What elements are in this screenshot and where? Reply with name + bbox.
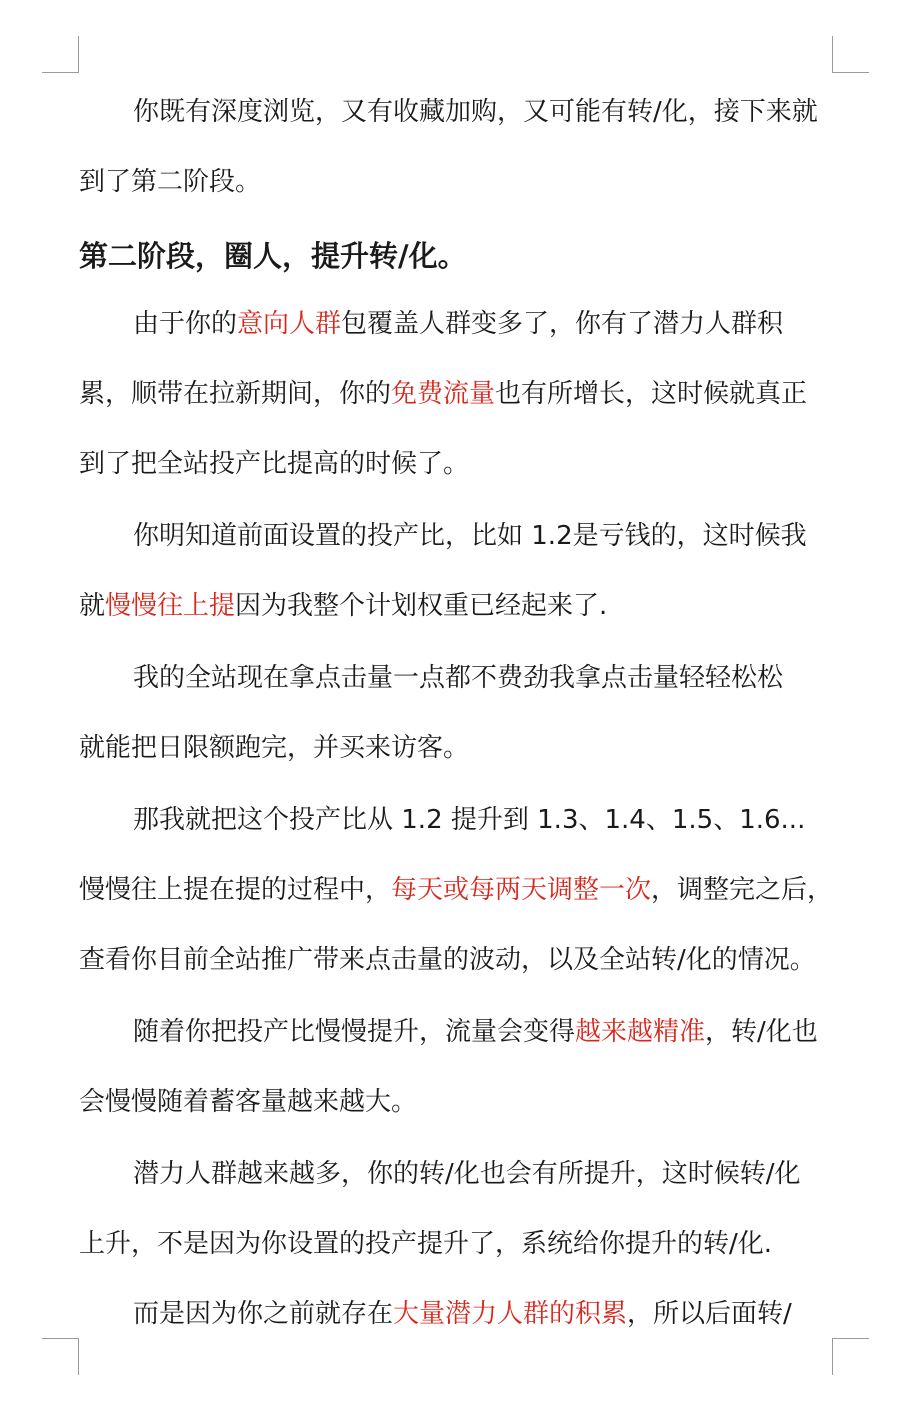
paragraph-4-line-2 bbox=[79, 730, 469, 766]
text-span: 查看你目前全站推广带来点击量的波动，以及全站转/化的情况。 bbox=[79, 945, 816, 975]
paragraph-3-line-1 bbox=[133, 518, 807, 554]
paragraph-2-line-3 bbox=[79, 446, 469, 482]
highlight-text: 每天或每两天调整一次 bbox=[391, 875, 652, 905]
text-span: 由于你的 bbox=[133, 309, 238, 339]
page-corner-mark-top-right bbox=[832, 36, 869, 73]
paragraph-8-line-1 bbox=[133, 1296, 792, 1332]
text-span: 上升，不是因为你设置的投产提升了，系统给你提升的转/化. bbox=[79, 1229, 773, 1259]
text-span: 随着你把投产比慢慢提升，流量会变得 bbox=[133, 1017, 576, 1047]
text-span: 也有所增长，这时候就真正 bbox=[495, 379, 808, 409]
heading-text: 第二阶段，圈人，提升转/化。 bbox=[79, 239, 467, 273]
paragraph-1-line-2 bbox=[79, 164, 261, 200]
paragraph-7-line-2 bbox=[79, 1226, 772, 1262]
paragraph-1-line-1 bbox=[133, 94, 818, 130]
highlight-text: 大量潜力人群的积累 bbox=[393, 1299, 628, 1329]
paragraph-5-line-1 bbox=[133, 802, 805, 838]
text-span: 潜力人群越来越多，你的转/化也会有所提升，这时候转/化 bbox=[133, 1159, 801, 1189]
text-span: 你既有深度浏览，又有收藏加购，又可能有转/化，接下来就 bbox=[133, 97, 818, 127]
highlight-text: 免费流量 bbox=[391, 379, 496, 409]
text-span: 那我就把这个投产比从 1.2 提升到 1.3、1.4、1.5、1.6... bbox=[133, 805, 806, 835]
text-span: 就 bbox=[79, 591, 106, 621]
text-span: 我的全站现在拿点击量一点都不费劲我拿点击量轻轻松松 bbox=[133, 663, 784, 693]
paragraph-6-line-1 bbox=[133, 1014, 818, 1050]
text-span: 包覆盖人群变多了，你有了潜力人群积 bbox=[341, 309, 784, 339]
text-span: ，调整完之后， bbox=[651, 875, 834, 905]
paragraph-2-line-1 bbox=[133, 306, 783, 342]
page-corner-mark-bottom-right bbox=[832, 1338, 869, 1375]
paragraph-3-line-2 bbox=[79, 588, 607, 624]
page-corner-mark-top-left bbox=[42, 36, 79, 73]
highlight-text: 慢慢往上提 bbox=[105, 591, 236, 621]
page-corner-mark-bottom-left bbox=[42, 1338, 79, 1375]
text-span: 到了第二阶段。 bbox=[79, 167, 262, 197]
highlight-text: 越来越精准 bbox=[575, 1017, 706, 1047]
text-span: ，转/化也 bbox=[705, 1017, 818, 1047]
paragraph-5-line-3 bbox=[79, 942, 816, 978]
highlight-text: 意向人群 bbox=[237, 309, 342, 339]
paragraph-4-line-1 bbox=[133, 660, 783, 696]
text-span: 到了把全站投产比提高的时候了。 bbox=[79, 449, 470, 479]
paragraph-2-line-2 bbox=[79, 376, 807, 412]
text-span: 慢慢往上提在提的过程中， bbox=[79, 875, 392, 905]
text-span: ，所以后面转/ bbox=[627, 1299, 792, 1329]
paragraph-7-line-1 bbox=[133, 1156, 801, 1192]
text-span: 因为我整个计划权重已经起来了. bbox=[235, 591, 608, 621]
text-span: 而是因为你之前就存在 bbox=[133, 1299, 394, 1329]
section-heading bbox=[79, 238, 467, 274]
text-span: 就能把日限额跑完，并买来访客。 bbox=[79, 733, 470, 763]
paragraph-6-line-2 bbox=[79, 1084, 417, 1120]
paragraph-5-line-2 bbox=[79, 872, 833, 908]
text-span: 累，顺带在拉新期间，你的 bbox=[79, 379, 392, 409]
text-span: 你明知道前面设置的投产比，比如 1.2是亏钱的，这时候我 bbox=[133, 521, 807, 551]
text-span: 会慢慢随着蓄客量越来越大。 bbox=[79, 1087, 418, 1117]
